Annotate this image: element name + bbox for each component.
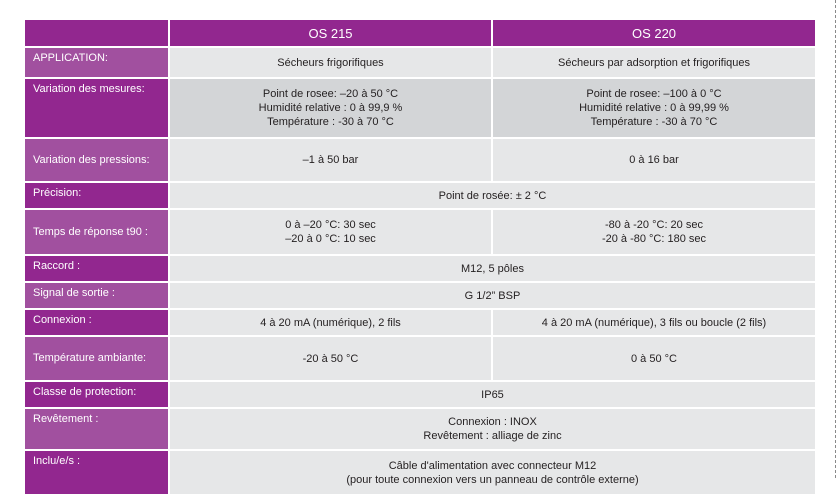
cell-os220: -80 à -20 °C: 20 sec -20 à -80 °C: 180 sec (493, 210, 815, 254)
table-row-signal-sortie (25, 283, 815, 308)
row-label: Précision: (25, 183, 168, 208)
row-label: Connexion : (25, 310, 168, 335)
row-label: Revêtement : (25, 409, 168, 449)
row-label: Classe de protection: (25, 382, 168, 407)
row-label: Temps de réponse t90 : (25, 210, 168, 254)
table-row-raccord (25, 256, 815, 281)
row-label: Variation des pressions: (25, 139, 168, 181)
table-row-temperature-ambiante (25, 337, 815, 380)
table-row-classe-protection (25, 382, 815, 407)
cell-os215: -20 à 50 °C (170, 337, 491, 380)
cell-shared: Câble d'alimentation avec connecteur M12 (pour toute connexion vers un panneau de contrôle externe) (170, 451, 815, 494)
row-label: Température ambiante: (25, 337, 168, 380)
spec-comparison-table (23, 18, 817, 496)
table-row-inclus (25, 451, 815, 494)
cell-shared: Point de rosée: ± 2 °C (170, 183, 815, 208)
header-os215: OS 215 (170, 20, 491, 46)
cell-os220: Sécheurs par adsorption et frigorifiques (493, 48, 815, 77)
row-label: Signal de sortie : (25, 283, 168, 308)
cell-os220: 0 à 50 °C (493, 337, 815, 380)
table-row-precision (25, 183, 815, 208)
table-row-variation-mesures (25, 79, 815, 137)
cell-os215: Point de rosee: –20 à 50 °C Humidité relative : 0 à 99,9 % Température : -30 à 70 °C (170, 79, 491, 137)
cell-os220: Point de rosee: –100 à 0 °C Humidité relative : 0 à 99,99 % Température : -30 à 70 °C (493, 79, 815, 137)
table-row-revetement (25, 409, 815, 449)
row-label: Raccord : (25, 256, 168, 281)
table-row-application (25, 48, 815, 77)
cell-shared: M12, 5 pôles (170, 256, 815, 281)
cell-os220: 0 à 16 bar (493, 139, 815, 181)
cell-shared: Connexion : INOX Revêtement : alliage de zinc (170, 409, 815, 449)
header-os220: OS 220 (493, 20, 815, 46)
cell-shared: IP65 (170, 382, 815, 407)
row-label: Inclu/e/s : (25, 451, 168, 494)
cell-os215: –1 à 50 bar (170, 139, 491, 181)
table-row-variation-pressions (25, 139, 815, 181)
row-label: APPLICATION: (25, 48, 168, 77)
table-row-connexion (25, 310, 815, 335)
page-edge-dashed-line (835, 0, 836, 478)
row-label: Variation des mesures: (25, 79, 168, 137)
cell-os220: 4 à 20 mA (numérique), 3 fils ou boucle (2 fils) (493, 310, 815, 335)
cell-os215: 0 à –20 °C: 30 sec –20 à 0 °C: 10 sec (170, 210, 491, 254)
header-corner-cell (25, 20, 168, 46)
table-row-temps-reponse (25, 210, 815, 254)
table-header-row (25, 20, 815, 46)
cell-shared: G 1/2” BSP (170, 283, 815, 308)
cell-os215: Sécheurs frigorifiques (170, 48, 491, 77)
cell-os215: 4 à 20 mA (numérique), 2 fils (170, 310, 491, 335)
